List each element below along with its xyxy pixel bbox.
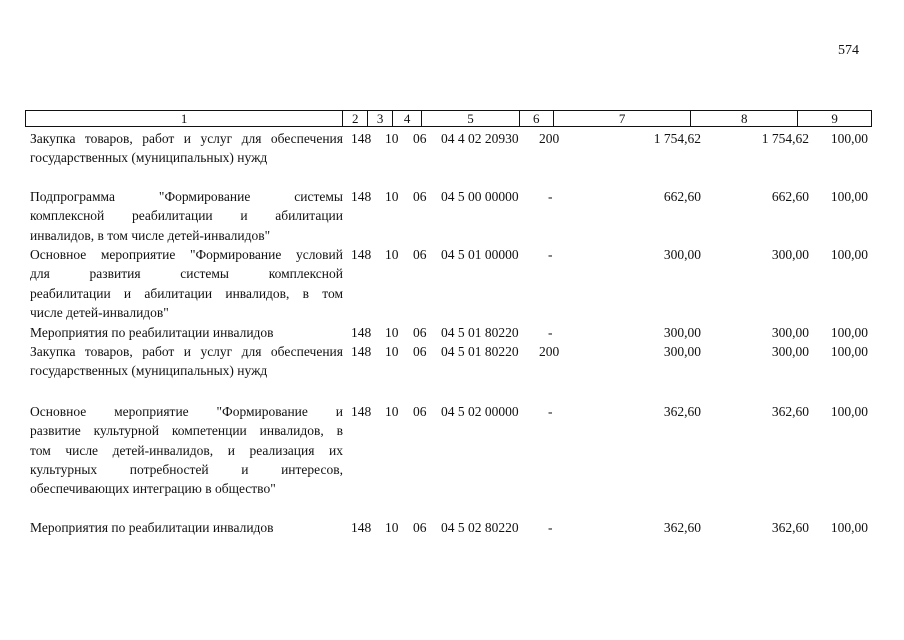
cell-target-article: 04 5 01 80220: [441, 344, 519, 359]
table-header-row: [25, 110, 872, 127]
cell-target-article: 04 4 02 20930: [441, 131, 519, 146]
cell-admin-code: 148: [351, 325, 372, 340]
cell-subsection: 06: [413, 404, 427, 419]
header-cell-2: 2: [343, 111, 368, 126]
cell-section: 10: [385, 404, 399, 419]
cell-target-article: 04 5 01 00000: [441, 247, 519, 262]
cell-col9: 100,00: [830, 404, 868, 419]
cell-col7: 300,00: [663, 247, 701, 262]
cell-col8: 300,00: [771, 344, 809, 359]
cell-col7: 362,60: [663, 520, 701, 535]
header-cell-5: 5: [422, 111, 520, 126]
row-name-line: Мероприятия по реабилитации инвалидов: [30, 520, 274, 535]
cell-expense-type: -: [548, 325, 553, 340]
row-name-line: для развития системы комплексной: [30, 266, 343, 282]
cell-section: 10: [385, 247, 399, 262]
cell-subsection: 06: [413, 325, 427, 340]
row-name: [30, 342, 343, 381]
row-name-line: культурных потребностей и интересов,: [30, 461, 343, 477]
cell-target-article: 04 5 02 00000: [441, 404, 519, 419]
header-cell-7: 7: [554, 111, 692, 126]
cell-target-article: 04 5 02 80220: [441, 520, 519, 535]
header-cell-3: 3: [368, 111, 393, 126]
row-name: [30, 323, 343, 342]
cell-col8: 662,60: [771, 189, 809, 204]
row-name-line: инвалидов, в том числе детей-инвалидов": [30, 227, 271, 243]
cell-col8: 362,60: [771, 404, 809, 419]
row-name-line: Закупка товаров, работ и услуг для обеспечения: [30, 344, 343, 359]
cell-col7: 362,60: [663, 404, 701, 419]
row-name: [30, 187, 343, 245]
row-name-line: Закупка товаров, работ и услуг для обеспечения: [30, 131, 343, 146]
cell-admin-code: 148: [351, 189, 372, 204]
row-name-line: реабилитации и абилитации инвалидов, в том: [30, 285, 343, 301]
header-cell-4: 4: [393, 111, 422, 126]
cell-admin-code: 148: [351, 404, 372, 419]
cell-admin-code: 148: [351, 344, 372, 359]
row-name-line: Подпрограмма "Формирование системы: [30, 189, 343, 204]
cell-section: 10: [385, 189, 399, 204]
cell-admin-code: 148: [351, 247, 372, 262]
cell-expense-type: -: [548, 189, 553, 204]
row-name: [30, 402, 343, 498]
cell-col9: 100,00: [830, 189, 868, 204]
cell-target-article: 04 5 01 80220: [441, 325, 519, 340]
header-cell-9: 9: [831, 111, 838, 126]
cell-subsection: 06: [413, 131, 427, 146]
row-name-line: том числе детей-инвалидов, и реализация их: [30, 442, 343, 458]
cell-col9: 100,00: [830, 325, 868, 340]
cell-col9: 100,00: [830, 344, 868, 359]
page-number: 574: [838, 43, 859, 58]
row-name-line: комплексной реабилитации и абилитации: [30, 208, 343, 224]
cell-admin-code: 148: [351, 131, 372, 146]
cell-subsection: 06: [413, 189, 427, 204]
row-name: [30, 129, 343, 168]
cell-expense-type: -: [548, 520, 553, 535]
cell-section: 10: [385, 325, 399, 340]
cell-col8: 300,00: [771, 247, 809, 262]
cell-section: 10: [385, 131, 399, 146]
row-name-line: государственных (муниципальных) нужд: [30, 363, 268, 379]
cell-section: 10: [385, 344, 399, 359]
cell-col7: 300,00: [663, 344, 701, 359]
row-name: [30, 518, 343, 537]
cell-section: 10: [385, 520, 399, 535]
cell-admin-code: 148: [351, 520, 372, 535]
cell-col8: 362,60: [771, 520, 809, 535]
row-name: [30, 245, 343, 322]
cell-col8: 300,00: [771, 325, 809, 340]
header-cell-6: 6: [520, 111, 554, 126]
cell-subsection: 06: [413, 520, 427, 535]
header-cell-8: 8: [691, 111, 798, 126]
row-name-line: числе детей-инвалидов": [30, 304, 169, 320]
cell-subsection: 06: [413, 247, 427, 262]
cell-expense-type: 200: [539, 344, 560, 359]
cell-col8: 1 754,62: [761, 131, 809, 146]
cell-col9: 100,00: [830, 131, 868, 146]
row-name-line: развитие культурной компетенции инвалидов, в: [30, 423, 343, 439]
row-name-line: Основное мероприятие "Формирование условий: [30, 247, 343, 262]
cell-col7: 1 754,62: [653, 131, 701, 146]
cell-target-article: 04 5 00 00000: [441, 189, 519, 204]
cell-col7: 662,60: [663, 189, 701, 204]
row-name-line: государственных (муниципальных) нужд: [30, 150, 268, 166]
cell-col9: 100,00: [830, 247, 868, 262]
cell-subsection: 06: [413, 344, 427, 359]
cell-expense-type: 200: [539, 131, 560, 146]
row-name-line: Мероприятия по реабилитации инвалидов: [30, 325, 274, 340]
row-name-line: обеспечивающих интеграцию в общество": [30, 481, 276, 497]
cell-col7: 300,00: [663, 325, 701, 340]
row-name-line: Основное мероприятие "Формирование и: [30, 404, 343, 419]
cell-expense-type: -: [548, 404, 553, 419]
cell-expense-type: -: [548, 247, 553, 262]
header-cell-1: 1: [26, 111, 343, 126]
cell-col9: 100,00: [830, 520, 868, 535]
